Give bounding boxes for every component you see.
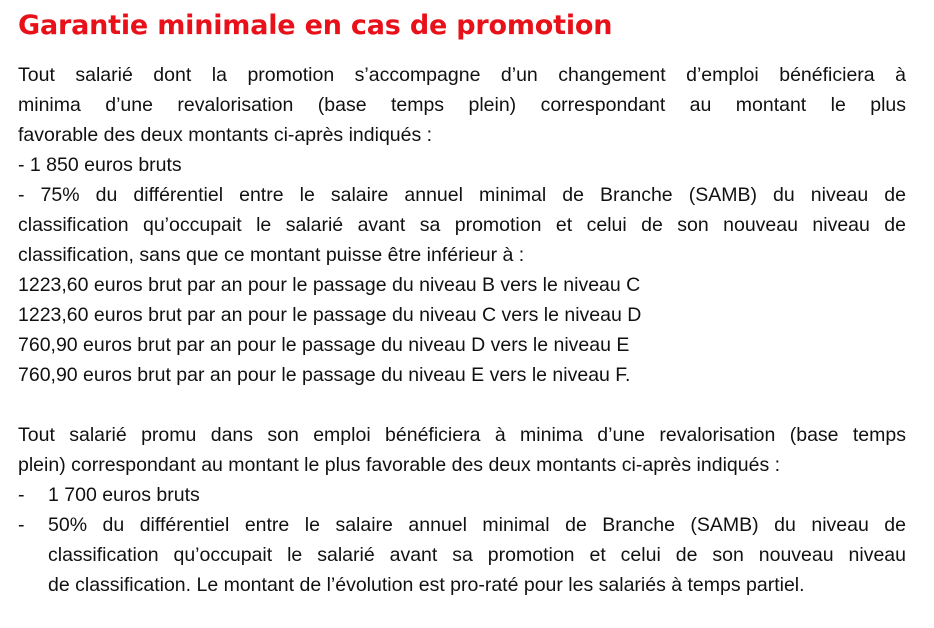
page-title: Garantie minimale en cas de promotion [18, 10, 613, 41]
amount-line-e-to-f: 760,90 euros brut par an pour le passage du niveau E vers le niveau F. [18, 364, 631, 386]
section1-intro-line: Tout salarié dont la promotion s’accompagne d’un changement d’emploi bénéficiera à [18, 64, 906, 86]
section1-bullet-minimum-amount: - 1 850 euros bruts [18, 154, 182, 176]
section2-intro-line: plein) correspondant au montant le plus favorable des deux montants ci-après indiqués : [18, 454, 781, 476]
section2-intro-line: Tout salarié promu dans son emploi bénéficiera à minima d’une revalorisation (base temps [18, 424, 906, 446]
amount-line-b-to-c: 1223,60 euros brut par an pour le passage du niveau B vers le niveau C [18, 274, 641, 296]
bullet-dash: - [18, 484, 25, 506]
section2-bullet-minimum-amount: 1 700 euros bruts [48, 484, 200, 506]
section2-bullet-differential-line: 50% du différentiel entre le salaire annuel minimal de Branche (SAMB) du niveau de [48, 514, 906, 536]
section1-bullet-differential-line: - 75% du différentiel entre le salaire annuel minimal de Branche (SAMB) du niveau de [18, 184, 906, 206]
amount-line-d-to-e: 760,90 euros brut par an pour le passage du niveau D vers le niveau E [18, 334, 630, 356]
section2-bullet-differential-line: classification qu’occupait le salarié avant sa promotion et celui de son nouveau niveau [48, 544, 906, 566]
section1-intro-line: minima d’une revalorisation (base temps plein) correspondant au montant le plus [18, 94, 906, 116]
section2-bullet-differential-line: de classification. Le montant de l’évolution est pro-raté pour les salariés à temps partiel. [48, 574, 805, 596]
bullet-dash: - [18, 514, 25, 536]
section1-bullet-differential-line: classification qu’occupait le salarié avant sa promotion et celui de son nouveau niveau de [18, 214, 906, 236]
section1-intro-line: favorable des deux montants ci-après indiqués : [18, 124, 433, 146]
amount-line-c-to-d: 1223,60 euros brut par an pour le passage du niveau C vers le niveau D [18, 304, 642, 326]
section1-bullet-differential-line: classification, sans que ce montant puisse être inférieur à : [18, 244, 525, 266]
